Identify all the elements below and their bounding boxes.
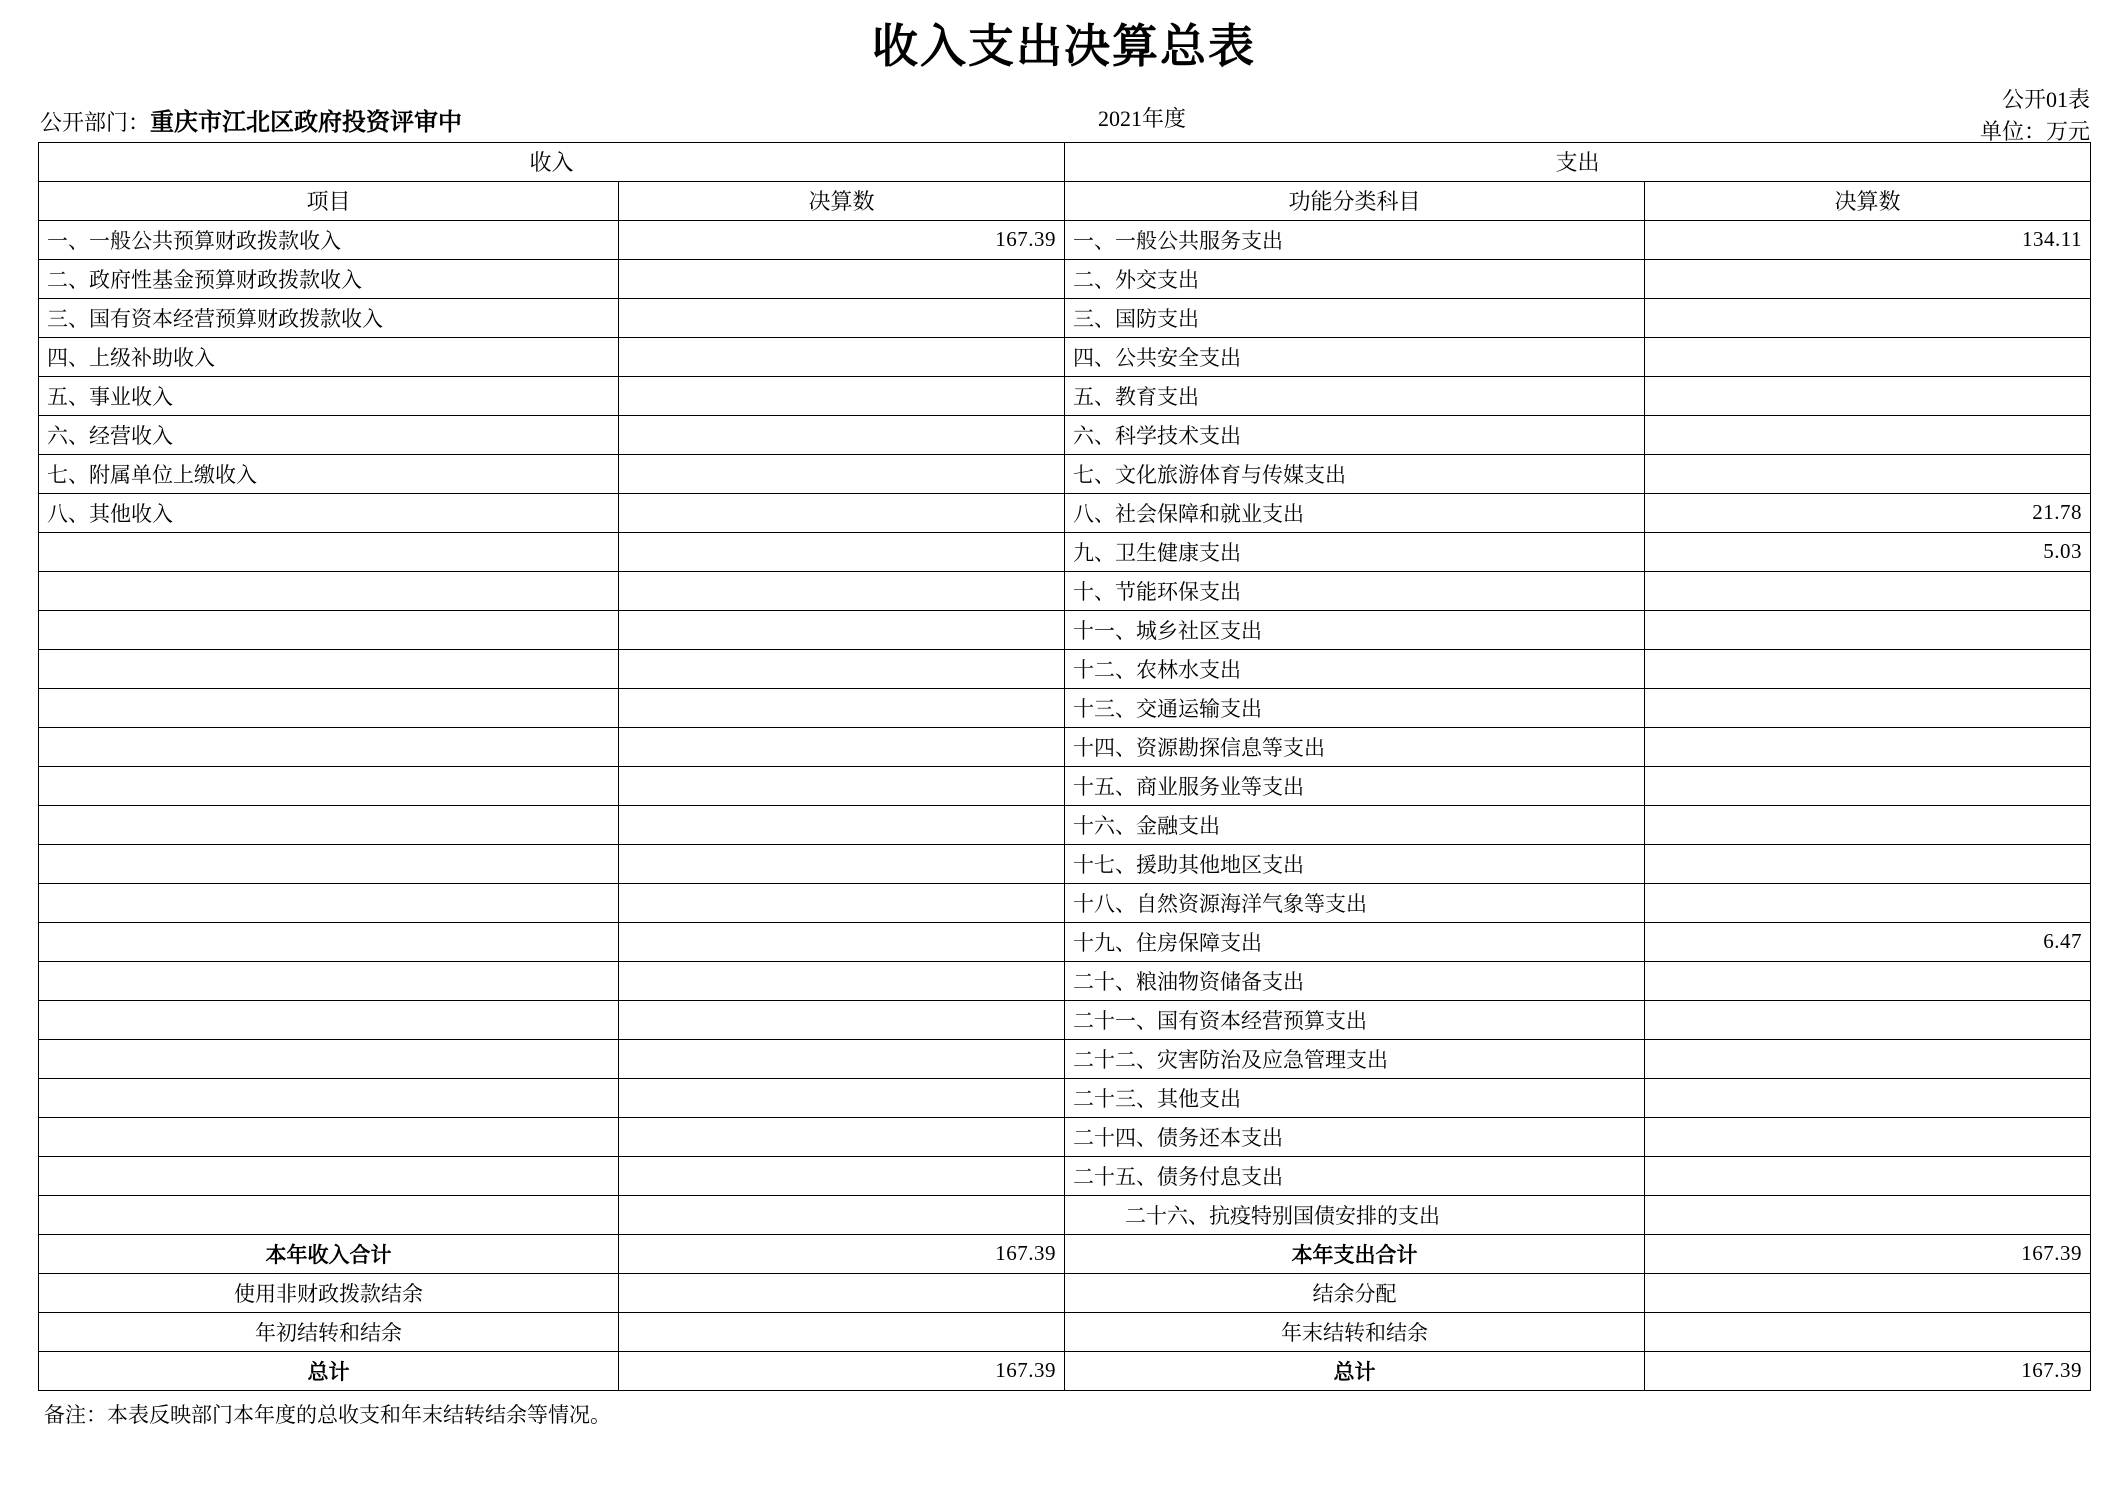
income-label: 七、附属单位上缴收入: [39, 454, 619, 493]
expense-label: 二十二、灾害防治及应急管理支出: [1065, 1039, 1645, 1078]
income-value: [619, 727, 1065, 766]
expense-label: 二十、粮油物资储备支出: [1065, 961, 1645, 1000]
income-value: [619, 532, 1065, 571]
table-row: [39, 415, 2091, 454]
expense-label: 六、科学技术支出: [1065, 415, 1645, 454]
expense-value: 134.11: [1645, 220, 2091, 259]
income-label: [39, 922, 619, 961]
header-left-meta: [38, 102, 2090, 136]
expense-value: [1645, 1039, 2091, 1078]
income-value: [619, 883, 1065, 922]
table-row: [39, 1156, 2091, 1195]
summary-income-label: 使用非财政拨款结余: [39, 1273, 619, 1312]
income-label: [39, 844, 619, 883]
department-prefix: 公开部门：: [40, 109, 151, 135]
table-row: [39, 1039, 2091, 1078]
income-label: [39, 649, 619, 688]
income-value: [619, 805, 1065, 844]
income-value: [619, 493, 1065, 532]
expense-value: [1645, 415, 2091, 454]
table-row: [39, 571, 2091, 610]
department-line: [40, 102, 462, 137]
expense-label: 二十六、抗疫特别国债安排的支出: [1065, 1195, 1645, 1234]
income-value: [619, 1117, 1065, 1156]
income-label: [39, 1195, 619, 1234]
income-label: [39, 571, 619, 610]
expense-label: 十五、商业服务业等支出: [1065, 766, 1645, 805]
expense-label: 九、卫生健康支出: [1065, 532, 1645, 571]
document-page: [0, 10, 2128, 1497]
expense-value: [1645, 883, 2091, 922]
expense-label: 五、教育支出: [1065, 376, 1645, 415]
expense-label: 十四、资源勘探信息等支出: [1065, 727, 1645, 766]
table-summary-row: [39, 1312, 2091, 1351]
income-label: 八、其他收入: [39, 493, 619, 532]
expense-value: [1645, 766, 2091, 805]
table-column-header-row: [39, 181, 2091, 220]
expense-label: 十七、援助其他地区支出: [1065, 844, 1645, 883]
expense-label: 十、节能环保支出: [1065, 571, 1645, 610]
income-label: [39, 1000, 619, 1039]
expense-label: 十三、交通运输支出: [1065, 688, 1645, 727]
income-label: [39, 688, 619, 727]
income-value: [619, 1000, 1065, 1039]
expense-label: 十二、农林水支出: [1065, 649, 1645, 688]
income-value: [619, 376, 1065, 415]
expense-value: [1645, 688, 2091, 727]
table-row: [39, 493, 2091, 532]
table-row: [39, 337, 2091, 376]
table-row: [39, 727, 2091, 766]
total-income-value: 167.39: [619, 1351, 1065, 1390]
table-row: [39, 1117, 2091, 1156]
table-row: [39, 688, 2091, 727]
income-value: [619, 922, 1065, 961]
total-expense-value: 167.39: [1645, 1351, 2091, 1390]
table-row: [39, 610, 2091, 649]
expense-value: [1645, 727, 2091, 766]
table-row: [39, 454, 2091, 493]
income-label: [39, 1117, 619, 1156]
expense-value: [1645, 454, 2091, 493]
table-summary-row: [39, 1273, 2091, 1312]
expense-value: [1645, 337, 2091, 376]
table-row: [39, 1195, 2091, 1234]
expense-label: 二十一、国有资本经营预算支出: [1065, 1000, 1645, 1039]
income-label: 三、国有资本经营预算财政拨款收入: [39, 298, 619, 337]
table-total-row: [39, 1351, 2091, 1390]
income-value: [619, 454, 1065, 493]
table-row: [39, 298, 2091, 337]
income-label: 四、上级补助收入: [39, 337, 619, 376]
income-value: [619, 688, 1065, 727]
expense-label: 四、公共安全支出: [1065, 337, 1645, 376]
income-label: 二、政府性基金预算财政拨款收入: [39, 259, 619, 298]
budget-summary-table: [38, 142, 2091, 1391]
summary-expense-value: [1645, 1273, 2091, 1312]
income-label: [39, 883, 619, 922]
table-row: [39, 1000, 2091, 1039]
expense-value: [1645, 1000, 2091, 1039]
summary-expense-label: 结余分配: [1065, 1273, 1645, 1312]
expense-value: [1645, 844, 2091, 883]
table-row: [39, 922, 2091, 961]
column-header-income-item: 项目: [39, 181, 619, 220]
income-label: [39, 1156, 619, 1195]
column-header-income-value: 决算数: [619, 181, 1065, 220]
column-header-expense-value: 决算数: [1645, 181, 2091, 220]
summary-expense-value: [1645, 1312, 2091, 1351]
table-row: [39, 376, 2091, 415]
table-row: [39, 883, 2091, 922]
table-summary-row: [39, 1234, 2091, 1273]
expense-value: 21.78: [1645, 493, 2091, 532]
footnote: 备注：本表反映部门本年度的总收支和年末结转结余等情况。: [44, 1402, 611, 1427]
income-value: [619, 259, 1065, 298]
income-label: [39, 727, 619, 766]
expense-label: 二十四、债务还本支出: [1065, 1117, 1645, 1156]
group-header-expense: 支出: [1065, 142, 2091, 181]
column-header-expense-item: 功能分类科目: [1065, 181, 1645, 220]
income-label: [39, 766, 619, 805]
income-label: [39, 805, 619, 844]
income-label: [39, 961, 619, 1000]
total-expense-label: 总计: [1065, 1351, 1645, 1390]
income-value: [619, 844, 1065, 883]
expense-label: 二十三、其他支出: [1065, 1078, 1645, 1117]
expense-label: 七、文化旅游体育与传媒支出: [1065, 454, 1645, 493]
expense-value: [1645, 961, 2091, 1000]
expense-value: [1645, 649, 2091, 688]
income-value: [619, 1039, 1065, 1078]
table-row: [39, 805, 2091, 844]
summary-income-value: [619, 1273, 1065, 1312]
summary-income-label: 本年收入合计: [39, 1234, 619, 1273]
table-row: [39, 259, 2091, 298]
total-income-label: 总计: [39, 1351, 619, 1390]
summary-income-value: [619, 1312, 1065, 1351]
expense-value: [1645, 1195, 2091, 1234]
expense-label: 二十五、债务付息支出: [1065, 1156, 1645, 1195]
summary-income-label: 年初结转和结余: [39, 1312, 619, 1351]
income-label: [39, 610, 619, 649]
income-value: [619, 1195, 1065, 1234]
expense-label: 三、国防支出: [1065, 298, 1645, 337]
table-row: [39, 766, 2091, 805]
expense-label: 十八、自然资源海洋气象等支出: [1065, 883, 1645, 922]
income-value: [619, 1156, 1065, 1195]
expense-value: [1645, 805, 2091, 844]
income-value: [619, 298, 1065, 337]
expense-value: [1645, 376, 2091, 415]
summary-expense-value: 167.39: [1645, 1234, 2091, 1273]
income-value: [619, 415, 1065, 454]
expense-value: [1645, 298, 2091, 337]
expense-label: 二、外交支出: [1065, 259, 1645, 298]
department-name: 重庆市江北区政府投资评审中: [150, 108, 463, 136]
income-value: [619, 571, 1065, 610]
income-value: [619, 610, 1065, 649]
unit-label: 单位：万元: [1979, 118, 2090, 144]
summary-expense-label: 本年支出合计: [1065, 1234, 1645, 1273]
expense-value: [1645, 1078, 2091, 1117]
income-label: [39, 1078, 619, 1117]
table-row: [39, 649, 2091, 688]
table-row: [39, 844, 2091, 883]
expense-label: 十九、住房保障支出: [1065, 922, 1645, 961]
income-value: [619, 1078, 1065, 1117]
income-value: 167.39: [619, 220, 1065, 259]
expense-value: [1645, 610, 2091, 649]
income-label: 一、一般公共预算财政拨款收入: [39, 220, 619, 259]
table-row: [39, 1078, 2091, 1117]
group-header-income: 收入: [39, 142, 1065, 181]
form-code: 公开01表: [2001, 87, 2090, 112]
table-row: [39, 961, 2091, 1000]
income-value: [619, 337, 1065, 376]
income-value: [619, 649, 1065, 688]
fiscal-year: 2021年度: [1098, 105, 1187, 131]
income-value: [619, 961, 1065, 1000]
summary-income-value: 167.39: [619, 1234, 1065, 1273]
expense-value: [1645, 1117, 2091, 1156]
expense-label: 一、一般公共服务支出: [1065, 220, 1645, 259]
expense-label: 十一、城乡社区支出: [1065, 610, 1645, 649]
table-group-header-row: [39, 142, 2091, 181]
expense-value: [1645, 259, 2091, 298]
income-label: 六、经营收入: [39, 415, 619, 454]
expense-label: 十六、金融支出: [1065, 805, 1645, 844]
expense-label: 八、社会保障和就业支出: [1065, 493, 1645, 532]
table-row: [39, 220, 2091, 259]
expense-value: 5.03: [1645, 532, 2091, 571]
expense-value: [1645, 571, 2091, 610]
summary-expense-label: 年末结转和结余: [1065, 1312, 1645, 1351]
expense-value: [1645, 1156, 2091, 1195]
income-label: [39, 532, 619, 571]
expense-value: 6.47: [1645, 922, 2091, 961]
table-row: [39, 532, 2091, 571]
income-label: 五、事业收入: [39, 376, 619, 415]
income-label: [39, 1039, 619, 1078]
income-value: [619, 766, 1065, 805]
page-title: 收入支出决算总表: [872, 20, 1256, 72]
